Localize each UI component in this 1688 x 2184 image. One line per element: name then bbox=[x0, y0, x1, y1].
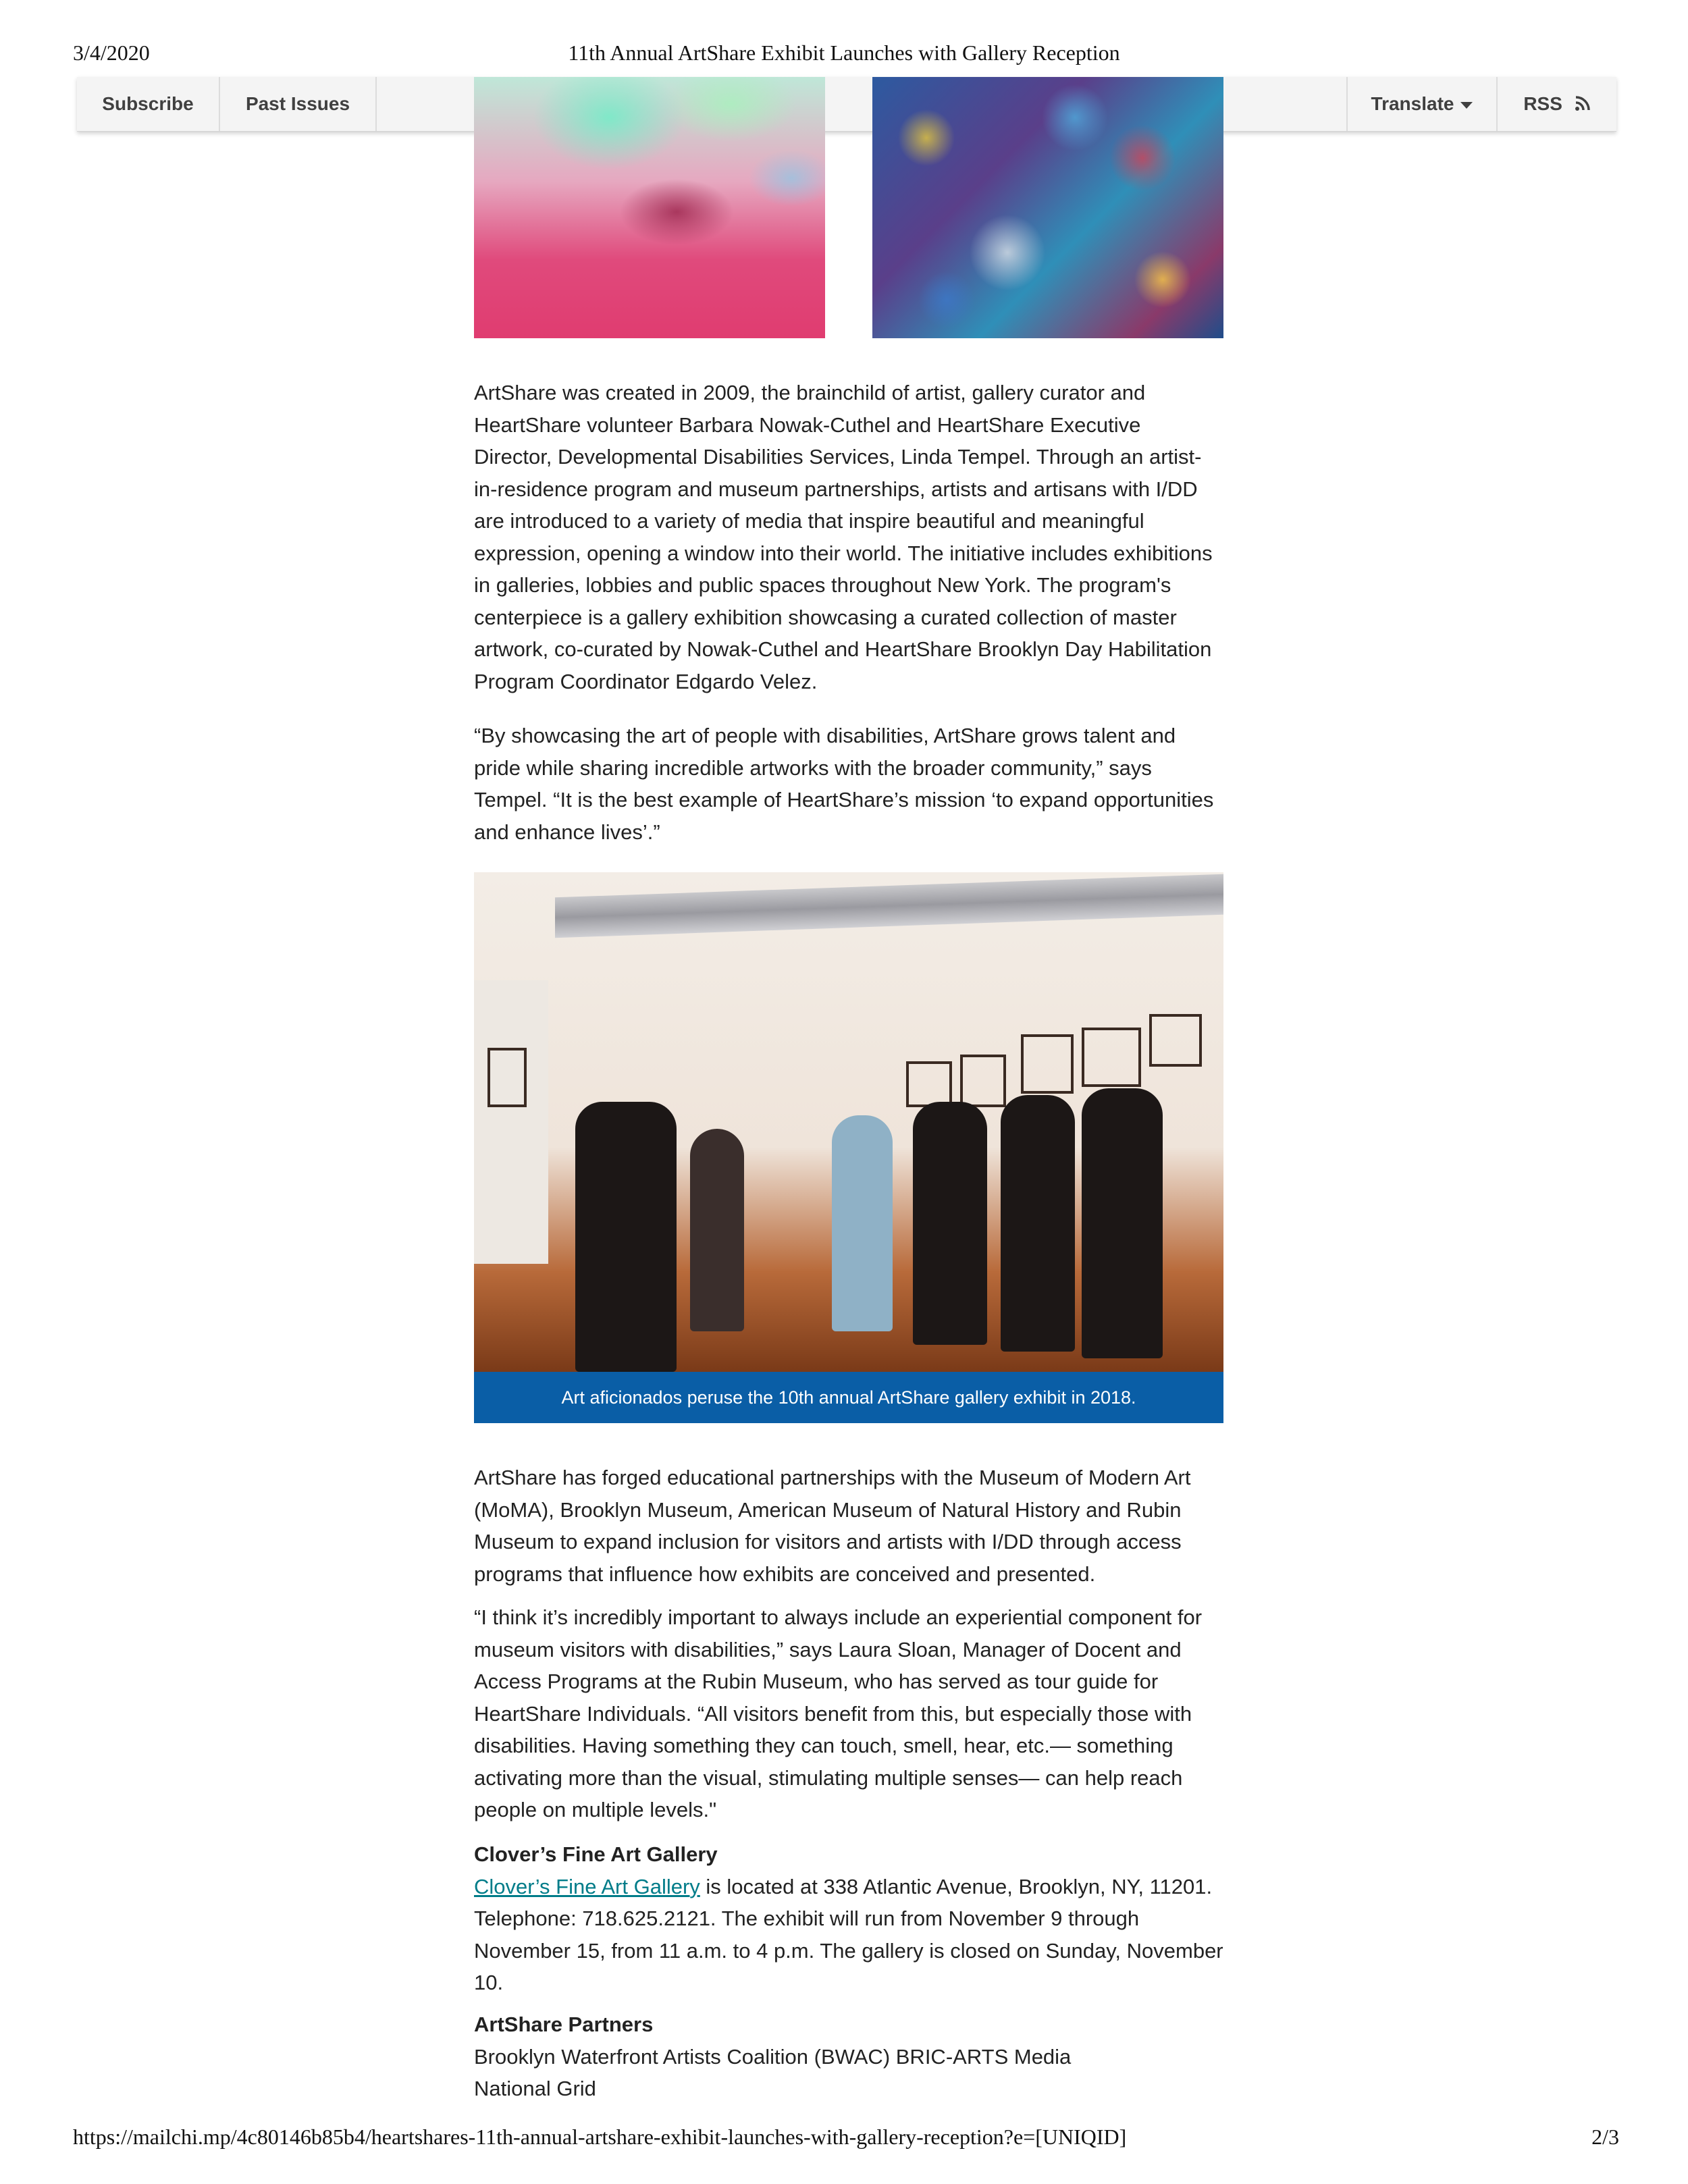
partners-section bbox=[474, 2008, 1223, 2105]
translate-button[interactable] bbox=[1346, 77, 1496, 131]
artwork-pink-abstract-image bbox=[474, 77, 825, 338]
print-date: 3/4/2020 bbox=[73, 41, 150, 65]
partner-item: National Grid bbox=[474, 2077, 596, 2100]
visitor bbox=[575, 1102, 677, 1372]
chevron-down-icon bbox=[1460, 102, 1473, 109]
mailchimp-topbar bbox=[77, 77, 1616, 132]
gallery-info-body: is located at 338 Atlantic Avenue, Brooklyn, NY, 11201. Telephone: 718.625.2121. The exhibit will run from November 9 through November 15, from 11 a.m. to 4 p.m. The gallery is closed on Sunday, November 10. bbox=[474, 1874, 1223, 1994]
article-paragraph bbox=[474, 377, 1223, 697]
subscribe-button[interactable] bbox=[77, 77, 220, 131]
article-paragraph bbox=[474, 1462, 1223, 1590]
gallery-link[interactable]: Clover’s Fine Art Gallery bbox=[474, 1874, 700, 1898]
artwork-multicolor-abstract-image bbox=[872, 77, 1223, 338]
subscribe-label: Subscribe bbox=[102, 93, 194, 114]
visitor bbox=[913, 1102, 987, 1345]
visitor bbox=[690, 1129, 744, 1331]
paragraph-text: “By showcasing the art of people with disabilities, ArtShare grows talent and pride while sharing incredible artworks with the broader community,” says Tempel. “It is the best example of HeartShare’s mission ‘to expand opportunities and enhance lives’.” bbox=[474, 724, 1214, 844]
gallery-info-text bbox=[474, 1871, 1223, 1999]
section-heading: ArtShare Partners bbox=[474, 2013, 654, 2036]
paragraph-text: “I think it’s incredibly important to always include an experiential component for museum visitors with disabilities,” says Laura Sloan, Manager of Docent and Access Programs at the Rubin Museum, who has served as tour guide for HeartShare Individuals. “All visitors benefit from this, but especially those with disabilities. Having something they can touch, smell, hear, etc.— something activating more than the visual, stimulating multiple senses— can help reach people on multiple levels." bbox=[474, 1605, 1203, 1821]
visitor bbox=[1082, 1088, 1163, 1358]
wall-frame bbox=[487, 1048, 527, 1107]
wall-frame bbox=[1149, 1014, 1202, 1067]
wall-frame bbox=[906, 1061, 952, 1107]
paragraph-text: ArtShare has forged educational partnerships with the Museum of Modern Art (MoMA), Brooklyn Museum, American Museum of Natural History and Rubin Museum to expand inclusion for visitors and artists with I/DD through access programs that influence how exhibits are conceived and presented. bbox=[474, 1466, 1191, 1586]
rss-icon bbox=[1575, 95, 1591, 111]
translate-label: Translate bbox=[1371, 93, 1454, 114]
article-paragraph bbox=[474, 720, 1223, 848]
print-page-number: 2/3 bbox=[1591, 2125, 1619, 2149]
wall-frame bbox=[1082, 1028, 1141, 1087]
visitor bbox=[1001, 1095, 1075, 1352]
wall-frame bbox=[1021, 1034, 1074, 1094]
rss-button[interactable] bbox=[1496, 77, 1616, 131]
gallery-info-section bbox=[474, 1838, 1223, 1999]
print-url: https://mailchi.mp/4c80146b85b4/heartshares-11th-annual-artshare-exhibit-launches-with-gallery-reception?e=[UNIQID] bbox=[73, 2125, 1127, 2149]
section-heading: Clover’s Fine Art Gallery bbox=[474, 1842, 718, 1866]
print-title: 11th Annual ArtShare Exhibit Launches with Gallery Reception bbox=[568, 41, 1120, 65]
wall-frame bbox=[960, 1055, 1006, 1107]
paragraph-text: ArtShare was created in 2009, the brainchild of artist, gallery curator and HeartShare volunteer Barbara Nowak-Cuthel and HeartShare Executive Director, Developmental Disabilities Services, Linda Tempel. Through an artist-in-residence program and museum partnerships, artists and artisans with I/DD are introduced to a variety of media that inspire beautiful and meaningful expression, opening a window into their world. The initiative includes exhibitions in galleries, lobbies and public spaces throughout New York. The program's centerpiece is a gallery exhibition showcasing a curated collection of master artwork, co-curated by Nowak-Cuthel and HeartShare Brooklyn Day Habilitation Program Coordinator Edgardo Velez. bbox=[474, 381, 1213, 693]
article-paragraph bbox=[474, 1601, 1223, 1826]
ceiling-duct bbox=[555, 874, 1223, 938]
photo-caption: Art aficionados peruse the 10th annual ArtShare gallery exhibit in 2018. bbox=[474, 1372, 1223, 1423]
past-issues-button[interactable] bbox=[220, 77, 377, 131]
gallery-reception-photo bbox=[474, 872, 1223, 1372]
visitor bbox=[832, 1115, 893, 1331]
rss-label: RSS bbox=[1523, 93, 1562, 114]
gallery-wall bbox=[474, 980, 548, 1264]
past-issues-label: Past Issues bbox=[245, 93, 350, 114]
partner-item: Brooklyn Waterfront Artists Coalition (BWAC) BRIC-ARTS Media bbox=[474, 2044, 1072, 2069]
